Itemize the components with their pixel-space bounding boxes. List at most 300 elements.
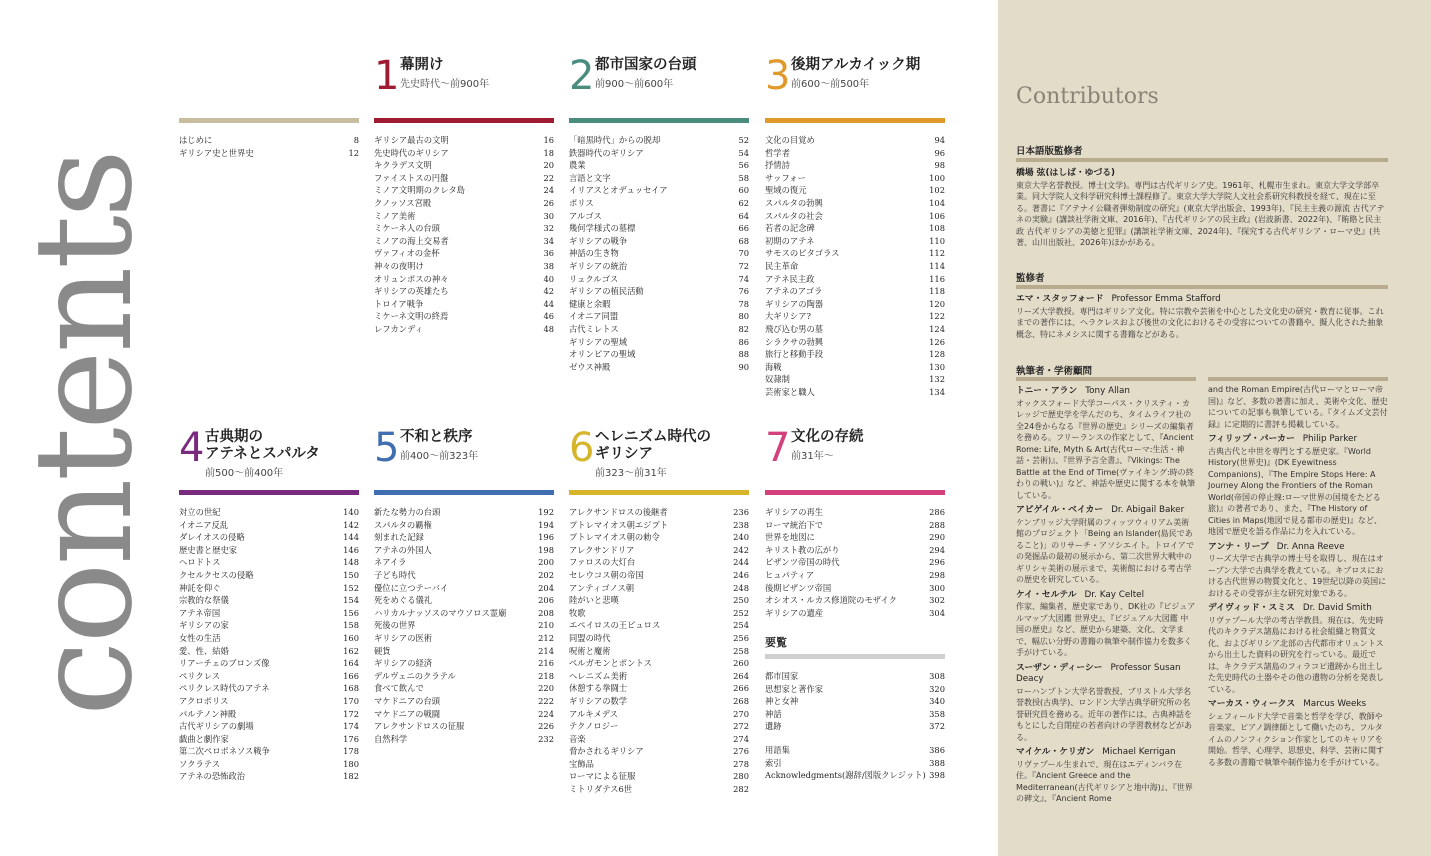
toc-entry-title: アレクサンドロスの後継者 (569, 507, 668, 517)
toc-entry[interactable] (569, 235, 749, 248)
toc-entry-title: ギリシアの聖域 (569, 336, 628, 347)
toc-entry[interactable] (765, 310, 945, 323)
writer-bio: リーズ大学で古典学の博士号を取得し、現在はオープン大学で古典学を教えている。キプロスにおける古代世界の物質文化と、19世紀以降の英国におけるその受容が主な研究対象である。 (1208, 554, 1387, 598)
toc-entry-title: 飛び込む男の墓 (765, 323, 824, 334)
toc-entry-page: 264 (733, 670, 749, 681)
toc-entry[interactable] (569, 632, 749, 645)
toc-entry[interactable] (765, 556, 945, 569)
chapter-number: 1 (374, 53, 400, 99)
chapter-bar (374, 490, 554, 495)
toc-entry[interactable] (569, 285, 749, 298)
toc-entry[interactable] (569, 210, 749, 223)
toc-entry-title: ペルガモンとポントス (569, 658, 652, 669)
toc-entry[interactable] (374, 310, 554, 323)
toc-entry[interactable] (179, 695, 359, 708)
toc-entry[interactable] (569, 783, 749, 796)
toc-list (179, 134, 359, 159)
toc-entry-title: キクラデス文明 (374, 160, 432, 171)
toc-entry-title: 幾何学様式の墓標 (569, 223, 636, 234)
toc-entry[interactable] (765, 744, 945, 757)
toc-entry[interactable] (569, 273, 749, 286)
toc-entry[interactable] (179, 569, 359, 582)
chapter-bar (374, 118, 554, 123)
toc-entry-title: 愛、性、結婚 (179, 645, 229, 656)
toc-entry[interactable] (569, 506, 749, 519)
toc-entry[interactable] (374, 197, 554, 210)
toc-entry-page: 132 (929, 374, 945, 385)
toc-entry-page: 300 (929, 582, 945, 593)
toc-entry[interactable] (765, 720, 945, 733)
toc-entry-page: 18 (543, 147, 554, 158)
toc-entry[interactable] (569, 607, 749, 620)
toc-entry[interactable] (765, 373, 945, 386)
toc-entry[interactable] (374, 184, 554, 197)
toc-entry[interactable] (765, 197, 945, 210)
toc-entry-page: 164 (343, 658, 359, 669)
toc-entry[interactable] (569, 172, 749, 185)
toc-entry[interactable] (569, 733, 749, 746)
supervisor-name: 橋場 弦(はしば・ゆづる) (1016, 168, 1116, 178)
toc-entry[interactable] (765, 757, 945, 770)
toc-entry-title: テクノロジー (569, 721, 619, 732)
section-bar (1208, 377, 1388, 381)
toc-entry-title: ギリシアの遺産 (765, 607, 824, 618)
toc-entry[interactable] (569, 695, 749, 708)
toc-entry[interactable] (765, 210, 945, 223)
toc-entry-page: 206 (538, 595, 554, 606)
toc-entry-page: 38 (543, 260, 554, 271)
toc-entry-page: 128 (929, 349, 945, 360)
toc-entry[interactable] (374, 619, 554, 632)
toc-entry-page: 96 (934, 147, 945, 158)
toc-entry-title: スパルタの勃興 (765, 197, 823, 208)
supervisor-label: 日本語版監修者 (1016, 146, 1083, 157)
toc-entry-title: ギリシア史と世界史 (179, 147, 254, 158)
toc-entry-title: はじめに (179, 135, 213, 145)
toc-entry-page: 118 (929, 286, 945, 297)
toc-entry-page: 72 (738, 260, 749, 271)
toc-entry[interactable] (569, 222, 749, 235)
toc-entry-title: マケドニアの台頭 (374, 695, 441, 706)
toc-entry[interactable] (179, 594, 359, 607)
toc-entry[interactable] (569, 670, 749, 683)
toc-entry[interactable] (765, 298, 945, 311)
toc-entry-title: ネアイラ (374, 557, 407, 568)
toc-entry-page: 36 (543, 248, 554, 259)
toc-entry[interactable] (765, 260, 945, 273)
toc-entry[interactable] (765, 159, 945, 172)
toc-list (765, 744, 945, 782)
contents-vertical-title: contents (5, 151, 162, 717)
toc-entry-page: 208 (538, 607, 554, 618)
toc-list (765, 134, 945, 398)
toc-entry[interactable] (374, 645, 554, 658)
toc-entry-title: 宝飾品 (569, 758, 594, 769)
toc-entry[interactable] (569, 336, 749, 349)
toc-entry-page: 90 (738, 361, 749, 372)
toc-entry-title: ギリシアの英雄たち (374, 286, 449, 297)
toc-entry-page: 236 (733, 507, 749, 517)
toc-entry[interactable] (179, 506, 359, 519)
toc-entry-title: 民主革命 (765, 260, 799, 271)
toc-entry[interactable] (765, 336, 945, 349)
toc-entry-title: ペリクレス (179, 670, 221, 681)
toc-entry-title: ソクラテス (179, 758, 221, 769)
toc-entry[interactable] (374, 147, 554, 160)
toc-entry-page: 110 (929, 235, 945, 246)
toc-entry-page: 280 (733, 771, 749, 782)
toc-entry-page: 22 (543, 172, 554, 183)
toc-entry[interactable] (374, 695, 554, 708)
toc-entry-title: 神託を仰ぐ (179, 582, 221, 593)
toc-list (569, 506, 749, 796)
toc-entry-page: 176 (343, 733, 359, 744)
toc-list (765, 506, 945, 619)
toc-entry[interactable] (765, 708, 945, 721)
toc-entry[interactable] (765, 544, 945, 557)
toc-entry[interactable] (765, 670, 945, 683)
toc-entry-page: 266 (733, 683, 749, 694)
toc-entry[interactable] (179, 670, 359, 683)
toc-entry-title: ファイストスの円盤 (374, 172, 449, 183)
chapter-title: 文化の存続 (791, 428, 864, 445)
toc-entry-page: 172 (343, 708, 359, 719)
toc-entry[interactable] (569, 519, 749, 532)
toc-entry[interactable] (374, 210, 554, 223)
toc-entry[interactable] (569, 556, 749, 569)
toc-list (374, 506, 554, 745)
toc-entry[interactable] (765, 582, 945, 595)
toc-entry-title: 後期ビザンツ帝国 (765, 582, 832, 593)
toc-entry-page: 250 (733, 595, 749, 606)
toc-entry-title: 索引 (765, 757, 782, 768)
toc-entry-page: 88 (738, 349, 749, 360)
toc-entry-page: 232 (538, 733, 554, 744)
toc-entry[interactable] (374, 594, 554, 607)
toc-entry[interactable] (374, 247, 554, 260)
toc-entry[interactable] (179, 720, 359, 733)
toc-entry[interactable] (374, 733, 554, 746)
toc-entry[interactable] (765, 134, 945, 147)
toc-entry-page: 40 (543, 273, 554, 284)
toc-entry[interactable] (569, 310, 749, 323)
toc-entry[interactable] (569, 197, 749, 210)
toc-entry-title: ギリシアの陶器 (765, 298, 824, 309)
toc-entry-title: ギリシアの経済 (374, 658, 433, 669)
toc-entry[interactable] (569, 147, 749, 160)
chapter-date: 前400〜前323年 (400, 451, 479, 462)
supervisor-block (1016, 164, 1388, 249)
toc-entry-page: 212 (538, 632, 554, 643)
toc-list (569, 134, 749, 373)
toc-entry[interactable] (765, 184, 945, 197)
toc-entry[interactable] (765, 247, 945, 260)
toc-entry[interactable] (374, 657, 554, 670)
toc-entry-title: ギリシアの植民活動 (569, 286, 644, 297)
toc-entry[interactable] (374, 531, 554, 544)
toc-entry-title: 海戦 (765, 361, 782, 372)
toc-entry[interactable] (374, 134, 554, 147)
toc-entry[interactable] (179, 619, 359, 632)
toc-entry[interactable] (569, 569, 749, 582)
toc-entry[interactable] (569, 582, 749, 595)
toc-entry[interactable] (765, 273, 945, 286)
toc-entry[interactable] (765, 386, 945, 399)
toc-entry-page: 66 (738, 223, 749, 234)
toc-entry[interactable] (765, 695, 945, 708)
toc-entry-title: 死をめぐる儀礼 (374, 595, 433, 606)
chapter-bar (569, 118, 749, 123)
toc-entry[interactable] (765, 519, 945, 532)
supervisor-bio: 東京大学名誉教授。博士(文学)。専門は古代ギリシア史。1961年、札幌市生まれ。東京大学文学部卒業。同大学院人文科学研究科博士課程修了。東京大学大学院人文社会系研究科教授を経て、現在に至る。著書に『アテナイ公職者弾劾制度の研究』(東京大学出版会、1993年)、『民主主義の源流 古代アテネの実験』(講談社学術文庫、2016年)、『古代ギリシアの民主政』(岩波新書、2022年)、『賄賂と民主政 古代ギリシアの美徳と犯罪』(講談社学術文庫、2024年)、『探究する古代ギリシア・ローマ史』(共著、山川出版社、2026年)ほかがある。 (1016, 180, 1385, 247)
toc-entry[interactable] (374, 556, 554, 569)
toc-entry[interactable] (179, 733, 359, 746)
toc-entry[interactable] (569, 531, 749, 544)
toc-entry-title: ギリシアの医術 (374, 632, 433, 643)
toc-entry-title: 音楽 (569, 733, 586, 744)
toc-entry[interactable] (765, 172, 945, 185)
toc-entry-title: 神話 (765, 708, 782, 719)
toc-entry-title: 奴隷制 (765, 374, 790, 385)
toc-entry-page: 42 (543, 286, 554, 297)
toc-entry-title: 聖域の復元 (765, 185, 807, 196)
toc-entry[interactable] (374, 298, 554, 311)
toc-entry-title: アンティゴノス朝 (569, 582, 635, 593)
toc-entry-title: ヘレニズム美術 (569, 670, 628, 681)
toc-entry[interactable] (179, 682, 359, 695)
toc-entry[interactable] (569, 159, 749, 172)
toc-entry-page: 246 (733, 569, 749, 580)
toc-entry-title: 第二次ペロポネソス戦争 (179, 746, 270, 757)
toc-entry-title: プトレマイオス朝の勅令 (569, 532, 660, 543)
toc-entry[interactable] (765, 607, 945, 620)
toc-entry[interactable] (569, 544, 749, 557)
chapter-title-line2: アテネとスパルタ (205, 445, 320, 462)
toc-entry-title: ミノア文明期のクレタ島 (374, 185, 465, 196)
toc-entry[interactable] (374, 708, 554, 721)
toc-entry[interactable] (569, 594, 749, 607)
writers-label: 執筆者・学術顧問 (1016, 366, 1093, 377)
toc-entry-page: 34 (543, 235, 554, 246)
toc-entry[interactable] (765, 147, 945, 160)
toc-entry-title: アテネ民主政 (765, 273, 815, 284)
toc-entry-page: 26 (543, 197, 554, 208)
toc-entry[interactable] (374, 273, 554, 286)
toc-entry-title: 同盟の時代 (569, 632, 611, 643)
toc-entry-title: アテネ帝国 (179, 607, 221, 618)
toc-entry[interactable] (179, 758, 359, 771)
toc-entry[interactable] (179, 519, 359, 532)
toc-entry[interactable] (765, 769, 945, 782)
toc-entry[interactable] (765, 323, 945, 336)
toc-entry-title: 休憩する拳闘士 (569, 683, 628, 694)
section-bar (1016, 377, 1196, 381)
chapter-bar (765, 490, 945, 495)
toc-entry[interactable] (569, 323, 749, 336)
chapter-number: 3 (765, 53, 791, 99)
writers-left-column (1016, 382, 1196, 805)
toc-entry[interactable] (374, 670, 554, 683)
toc-entry-page: 304 (929, 607, 945, 618)
toc-entry[interactable] (569, 247, 749, 260)
toc-entry[interactable] (179, 607, 359, 620)
toc-entry[interactable] (569, 720, 749, 733)
toc-entry[interactable] (374, 632, 554, 645)
toc-entry-title: ミノア美術 (374, 210, 416, 221)
toc-entry[interactable] (374, 159, 554, 172)
toc-entry-page: 58 (738, 172, 749, 183)
toc-entry[interactable] (374, 682, 554, 695)
toc-entry-title: 優位に立つテーバイ (374, 582, 449, 593)
toc-entry-page: 200 (538, 557, 554, 568)
toc-entry[interactable] (765, 361, 945, 374)
toc-entry[interactable] (765, 222, 945, 235)
toc-entry-title: オリンピアの聖域 (569, 349, 636, 360)
toc-entry-title: ビザンツ帝国の時代 (765, 557, 840, 568)
toc-entry[interactable] (179, 645, 359, 658)
toc-entry-page: 282 (733, 784, 749, 795)
toc-entry[interactable] (569, 682, 749, 695)
toc-entry-page: 146 (343, 544, 359, 555)
toc-entry[interactable] (569, 657, 749, 670)
toc-entry[interactable] (374, 569, 554, 582)
toc-entry-title: ヘロドトス (179, 557, 221, 568)
toc-entry[interactable] (569, 758, 749, 771)
toc-entry[interactable] (765, 531, 945, 544)
toc-entry-title: アルキメデス (569, 708, 618, 719)
chapter-bar (765, 118, 945, 123)
toc-entry[interactable] (179, 544, 359, 557)
toc-entry-page: 160 (343, 632, 359, 643)
toc-entry[interactable] (179, 770, 359, 783)
toc-entry[interactable] (569, 184, 749, 197)
toc-entry-title: 世界を地図に (765, 532, 815, 543)
toc-entry-title: ポリス (569, 197, 594, 208)
toc-entry-title: ギリシアの再生 (765, 507, 824, 517)
toc-entry[interactable] (569, 361, 749, 374)
toc-entry-page: 62 (738, 197, 749, 208)
toc-entry[interactable] (179, 147, 359, 160)
toc-entry[interactable] (179, 556, 359, 569)
toc-entry-page: 298 (929, 569, 945, 580)
toc-entry[interactable] (765, 235, 945, 248)
toc-entry-page: 70 (738, 248, 749, 259)
toc-entry-title: ギリシアの数学 (569, 695, 628, 706)
toc-entry[interactable] (374, 172, 554, 185)
toc-entry-title: 「暗黒時代」からの脱却 (569, 135, 661, 145)
toc-entry-title: 用語集 (765, 745, 790, 755)
toc-entry-title: ミケーネ文明の終焉 (374, 311, 449, 322)
toc-entry-page: 152 (343, 582, 359, 593)
toc-entry-page: 94 (934, 135, 945, 145)
toc-entry[interactable] (765, 569, 945, 582)
toc-entry[interactable] (569, 298, 749, 311)
toc-entry-page: 358 (929, 708, 945, 719)
toc-entry-page: 64 (738, 210, 749, 221)
toc-entry-title: 旅行と移動手段 (765, 349, 824, 360)
toc-entry-title: 女性の生活 (179, 632, 221, 643)
toc-entry[interactable] (569, 619, 749, 632)
toc-entry-page: 224 (538, 708, 554, 719)
toc-entry[interactable] (569, 134, 749, 147)
toc-entry-title: デルヴェニのクラテル (374, 670, 456, 681)
toc-entry[interactable] (765, 683, 945, 696)
toc-entry[interactable] (374, 323, 554, 336)
toc-entry-title: トロイア戦争 (374, 298, 424, 309)
toc-entry[interactable] (569, 348, 749, 361)
toc-entry[interactable] (374, 582, 554, 595)
toc-entry-page: 210 (538, 620, 554, 631)
toc-entry[interactable] (179, 582, 359, 595)
section-bar (1016, 285, 1388, 289)
writer-name: フィリップ・パーカー Philip Parker (1208, 434, 1358, 444)
toc-entry[interactable] (374, 720, 554, 733)
toc-entry[interactable] (569, 260, 749, 273)
toc-entry[interactable] (569, 645, 749, 658)
toc-entry-page: 82 (738, 323, 749, 334)
toc-entry[interactable] (765, 594, 945, 607)
contributors-heading: Contributors (1016, 84, 1159, 109)
toc-entry-title: ミトリダテス6世 (569, 784, 633, 795)
toc-entry-title: ゼウス神殿 (569, 361, 611, 372)
toc-entry[interactable] (179, 632, 359, 645)
toc-entry-page: 126 (929, 336, 945, 347)
toc-entry[interactable] (765, 285, 945, 298)
toc-entry-title: ギリシアの戦争 (569, 235, 628, 246)
toc-entry-page: 134 (929, 386, 945, 397)
toc-entry[interactable] (569, 745, 749, 758)
toc-entry-title: アルゴス (569, 210, 602, 221)
toc-entry[interactable] (765, 506, 945, 519)
toc-entry[interactable] (179, 708, 359, 721)
toc-entry-title: キリスト教の広がり (765, 544, 840, 555)
toc-entry-page: 240 (733, 532, 749, 543)
toc-entry-page: 286 (929, 507, 945, 517)
toc-entry-page: 80 (738, 311, 749, 322)
toc-entry-title: アテネの外国人 (374, 544, 432, 555)
toc-entry[interactable] (374, 285, 554, 298)
toc-entry-page: 76 (738, 286, 749, 297)
toc-entry-title: シラクサの勃興 (765, 336, 824, 347)
toc-entry-title: 歴史書と歴史家 (179, 544, 238, 555)
toc-entry-page: 48 (543, 323, 554, 334)
toc-entry[interactable] (374, 235, 554, 248)
toc-entry[interactable] (374, 607, 554, 620)
toc-entry[interactable] (374, 260, 554, 273)
toc-entry[interactable] (179, 134, 359, 147)
toc-entry[interactable] (179, 745, 359, 758)
toc-entry[interactable] (374, 222, 554, 235)
toc-entry[interactable] (179, 531, 359, 544)
writer-name: マーカス・ウィークス Marcus Weeks (1208, 699, 1367, 709)
toc-entry[interactable] (374, 544, 554, 557)
toc-entry-title: ミケーネ人の台頭 (374, 223, 440, 234)
toc-entry[interactable] (179, 657, 359, 670)
toc-entry-title: 芸術家と職人 (765, 386, 815, 397)
chapter-title: ヘレニズム時代の (595, 428, 711, 445)
toc-entry-page: 196 (538, 532, 554, 543)
toc-entry-page: 220 (538, 683, 554, 694)
chapter-title: 不和と秩序 (400, 428, 473, 445)
toc-entry[interactable] (569, 708, 749, 721)
toc-entry[interactable] (374, 519, 554, 532)
toc-entry-page: 32 (543, 223, 554, 234)
toc-entry[interactable] (374, 506, 554, 519)
toc-entry[interactable] (569, 770, 749, 783)
toc-entry-page: 222 (538, 695, 554, 706)
toc-entry-page: 162 (343, 645, 359, 656)
toc-entry[interactable] (765, 348, 945, 361)
